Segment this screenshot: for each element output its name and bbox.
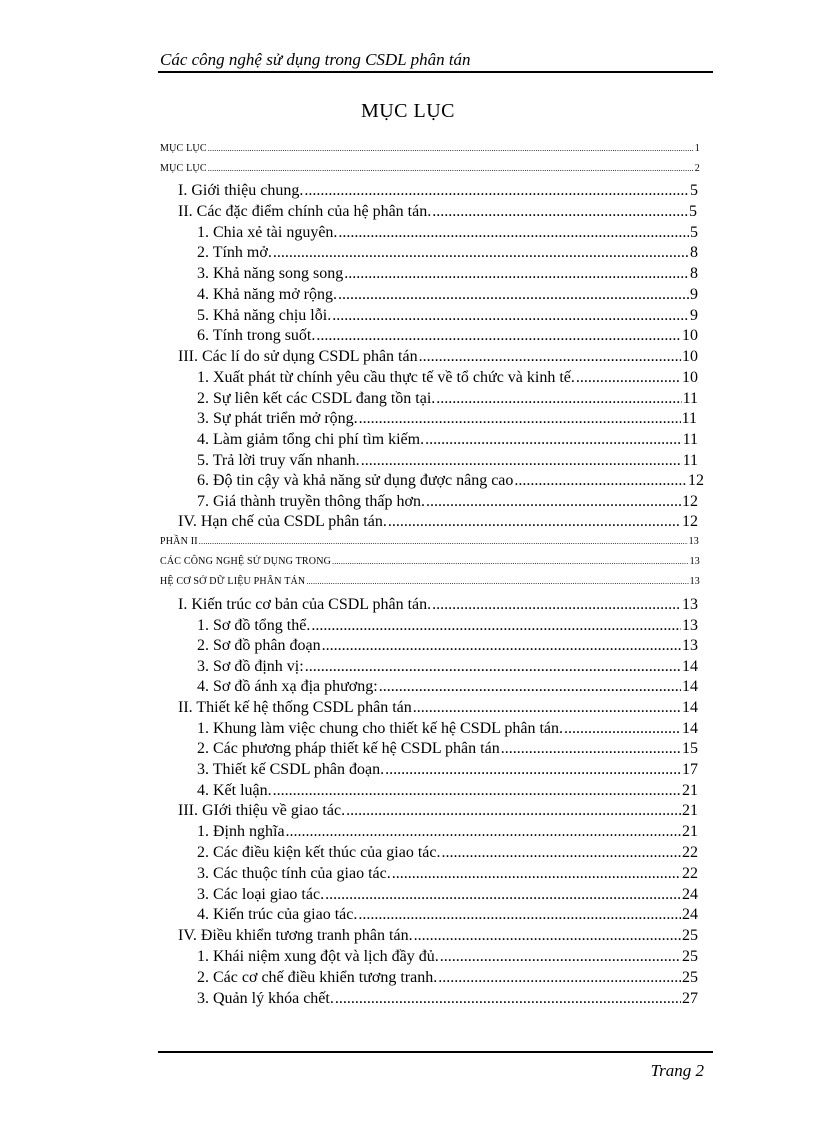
toc-leader-dots bbox=[392, 865, 681, 883]
toc-entry-title: 5. Khả năng chịu lỗi. bbox=[197, 307, 332, 324]
toc-entry[interactable] bbox=[197, 390, 698, 408]
toc-entry-page: 10 bbox=[682, 369, 698, 386]
toc-entry-page: 14 bbox=[682, 699, 698, 716]
toc-entry-page: 8 bbox=[690, 265, 698, 282]
toc-leader-dots bbox=[322, 637, 681, 655]
toc-entry-page: 13 bbox=[689, 576, 700, 587]
toc-leader-dots bbox=[385, 761, 681, 779]
toc-entry-title: 1. Sơ đồ tổng thể. bbox=[197, 617, 311, 634]
toc-leader-dots bbox=[332, 307, 689, 325]
toc-entry-page: 22 bbox=[682, 844, 698, 861]
toc-entry-title: I. Giới thiệu chung. bbox=[178, 182, 304, 199]
toc-entry-title: CÁC CÔNG NGHỆ SỬ DỤNG TRONG bbox=[160, 556, 332, 567]
toc-entry-title: 3. Sự phát triển mở rộng. bbox=[197, 410, 358, 427]
toc-entry[interactable] bbox=[178, 203, 697, 221]
toc-entry-page: 11 bbox=[682, 452, 698, 469]
toc-entry[interactable] bbox=[197, 782, 698, 800]
toc-entry[interactable] bbox=[178, 182, 698, 200]
toc-entry[interactable] bbox=[160, 556, 700, 567]
toc-entry-page: 13 bbox=[688, 536, 699, 547]
toc-entry-page: 14 bbox=[682, 658, 698, 675]
toc-entry-title: 4. Làm giảm tổng chi phí tìm kiếm. bbox=[197, 431, 425, 448]
toc-entry[interactable] bbox=[160, 143, 700, 154]
toc-entry[interactable] bbox=[197, 431, 698, 449]
toc-leader-dots bbox=[358, 906, 681, 924]
footer-rule bbox=[158, 1051, 713, 1053]
toc-entry[interactable] bbox=[178, 699, 698, 717]
toc-entry[interactable] bbox=[197, 410, 697, 428]
toc-entry[interactable] bbox=[197, 244, 698, 262]
toc-leader-dots bbox=[273, 244, 689, 262]
toc-entry-title: 1. Định nghĩa bbox=[197, 823, 285, 840]
toc-entry[interactable] bbox=[197, 761, 698, 779]
toc-entry[interactable] bbox=[197, 906, 698, 924]
toc-leader-dots bbox=[361, 452, 682, 470]
toc-leader-dots bbox=[438, 969, 681, 987]
toc-entry[interactable] bbox=[178, 513, 698, 531]
toc-entry-title: 4. Khả năng mở rộng. bbox=[197, 286, 337, 303]
toc-entry[interactable] bbox=[197, 720, 698, 738]
toc-entry-title: MỤC LỤC bbox=[160, 163, 207, 174]
toc-leader-dots bbox=[208, 164, 694, 173]
toc-entry-page: 14 bbox=[682, 720, 698, 737]
toc-entry-page: 25 bbox=[682, 948, 698, 965]
toc-entry-title: 4. Sơ đồ ánh xạ địa phương: bbox=[197, 678, 378, 695]
toc-leader-dots bbox=[359, 410, 681, 428]
toc-entry-title: MỤC LỤC bbox=[160, 143, 207, 154]
toc-entry-page: 13 bbox=[682, 637, 698, 654]
toc-entry-page: 25 bbox=[682, 927, 698, 944]
toc-entry[interactable] bbox=[197, 844, 698, 862]
toc-entry-page: 15 bbox=[682, 740, 698, 757]
toc-entry-title: PHẦN II bbox=[160, 536, 198, 547]
toc-entry[interactable] bbox=[197, 265, 698, 283]
toc-entry-title: 2. Các phương pháp thiết kế hệ CSDL phân tán bbox=[197, 740, 500, 757]
toc-entry-title: 1. Xuất phát từ chính yêu cầu thực tế về tổ chức và kinh tế. bbox=[197, 369, 575, 386]
toc-leader-dots bbox=[332, 557, 689, 566]
toc-entry[interactable] bbox=[197, 224, 698, 242]
toc-entry-page: 12 bbox=[682, 513, 698, 530]
toc-entry-title: I. Kiến trúc cơ bản của CSDL phân tán. bbox=[178, 596, 432, 613]
toc-entry[interactable] bbox=[197, 990, 698, 1008]
toc-entry-page: 1 bbox=[694, 143, 700, 154]
toc-entry-title: 6. Độ tin cậy và khả năng sử dụng được nâng cao bbox=[197, 472, 514, 489]
toc-entry-title: III. Các lí do sử dụng CSDL phân tán bbox=[178, 348, 418, 365]
toc-entry-title: 3. Các loại giao tác. bbox=[197, 886, 325, 903]
toc-entry-title: 7. Giá thành truyền thông thấp hơn. bbox=[197, 493, 425, 510]
toc-entry-title: 4. Kết luận. bbox=[197, 782, 272, 799]
toc-entry-page: 12 bbox=[688, 472, 704, 489]
toc-entry[interactable] bbox=[197, 327, 698, 345]
toc-leader-dots bbox=[426, 493, 681, 511]
toc-leader-dots bbox=[335, 990, 681, 1008]
toc-entry-page: 27 bbox=[682, 990, 698, 1007]
running-header: Các công nghệ sử dụng trong CSDL phân tán bbox=[160, 50, 471, 69]
toc-leader-dots bbox=[208, 144, 694, 153]
toc-leader-dots bbox=[273, 782, 681, 800]
toc-entry-title: 2. Sơ đồ phân đoạn bbox=[197, 637, 321, 654]
toc-entry[interactable] bbox=[197, 886, 698, 904]
toc-entry-page: 21 bbox=[682, 823, 698, 840]
toc-entry-page: 9 bbox=[690, 307, 698, 324]
toc-leader-dots bbox=[338, 224, 689, 242]
toc-entry-title: 3. Khả năng song song bbox=[197, 265, 344, 282]
toc-leader-dots bbox=[425, 431, 682, 449]
toc-leader-dots bbox=[346, 802, 681, 820]
toc-entry[interactable] bbox=[197, 637, 698, 655]
toc-entry-title: 1. Khung làm việc chung cho thiết kế hệ CSDL phân tán. bbox=[197, 720, 563, 737]
toc-entry-title: 1. Khái niệm xung đột và lịch đầy đủ. bbox=[197, 948, 439, 965]
toc-entry-title: HỆ CƠ SỞ DỮ LIỆU PHÂN TÁN bbox=[160, 576, 306, 587]
toc-leader-dots bbox=[344, 265, 689, 283]
toc-entry[interactable] bbox=[197, 740, 698, 758]
toc-leader-dots bbox=[436, 390, 681, 408]
toc-entry-page: 13 bbox=[682, 617, 698, 634]
toc-entry-title: 4. Kiến trúc của giao tác. bbox=[197, 906, 358, 923]
toc-entry[interactable] bbox=[197, 369, 698, 387]
toc-leader-dots bbox=[440, 948, 681, 966]
toc-entry-page: 8 bbox=[690, 244, 698, 261]
toc-entry-title: II. Các đặc điểm chính của hệ phân tán. bbox=[178, 203, 432, 220]
toc-leader-dots bbox=[379, 678, 681, 696]
toc-entry[interactable] bbox=[197, 286, 698, 304]
toc-entry-page: 5 bbox=[689, 203, 697, 220]
toc-entry-page: 11 bbox=[682, 390, 698, 407]
toc-entry-page: 12 bbox=[682, 493, 698, 510]
toc-entry-page: 24 bbox=[682, 886, 698, 903]
toc-entry[interactable] bbox=[178, 802, 698, 820]
toc-leader-dots bbox=[419, 348, 681, 366]
toc-entry-title: 2. Sự liên kết các CSDL đang tồn tại. bbox=[197, 390, 436, 407]
toc-entry[interactable] bbox=[178, 596, 698, 614]
toc-leader-dots bbox=[286, 823, 681, 841]
toc-leader-dots bbox=[316, 327, 681, 345]
toc-leader-dots bbox=[432, 203, 688, 221]
toc-leader-dots bbox=[432, 596, 681, 614]
toc-entry-page: 14 bbox=[682, 678, 698, 695]
toc-entry[interactable] bbox=[197, 678, 698, 696]
toc-entry-title: IV. Hạn chế của CSDL phân tán. bbox=[178, 513, 387, 530]
toc-entry-title: 2. Các cơ chế điều khiển tương tranh. bbox=[197, 969, 438, 986]
toc-entry-page: 13 bbox=[682, 596, 698, 613]
toc-entry-page: 13 bbox=[689, 556, 700, 567]
page-title: MỤC LỤC bbox=[360, 100, 456, 122]
toc-entry[interactable] bbox=[197, 617, 698, 635]
toc-entry[interactable] bbox=[197, 969, 698, 987]
toc-entry-title: II. Thiết kế hệ thống CSDL phân tán bbox=[178, 699, 412, 716]
toc-leader-dots bbox=[305, 658, 681, 676]
toc-entry[interactable] bbox=[160, 536, 699, 547]
toc-entry-page: 9 bbox=[690, 286, 698, 303]
toc-leader-dots bbox=[414, 927, 681, 945]
toc-entry-page: 2 bbox=[694, 163, 700, 174]
toc-entry-page: 5 bbox=[690, 182, 698, 199]
toc-entry[interactable] bbox=[178, 348, 698, 366]
toc-entry[interactable] bbox=[160, 576, 700, 587]
toc-entry[interactable] bbox=[197, 948, 698, 966]
toc-entry-page: 10 bbox=[682, 327, 698, 344]
toc-entry-page: 5 bbox=[690, 224, 698, 241]
toc-entry-title: 3. Thiết kế CSDL phân đoạn. bbox=[197, 761, 385, 778]
toc-leader-dots bbox=[576, 369, 681, 387]
toc-entry-page: 21 bbox=[682, 782, 698, 799]
toc-entry-title: 2. Các điều kiện kết thúc của giao tác. bbox=[197, 844, 441, 861]
toc-entry[interactable] bbox=[197, 452, 698, 470]
toc-leader-dots bbox=[325, 886, 681, 904]
toc-leader-dots bbox=[514, 472, 687, 490]
toc-entry[interactable] bbox=[197, 307, 698, 325]
toc-entry-page: 25 bbox=[682, 969, 698, 986]
toc-leader-dots bbox=[338, 286, 689, 304]
toc-leader-dots bbox=[199, 537, 688, 546]
toc-entry-page: 22 bbox=[682, 865, 698, 882]
toc-leader-dots bbox=[304, 182, 689, 200]
toc-leader-dots bbox=[413, 699, 681, 717]
toc-entry-page: 24 bbox=[682, 906, 698, 923]
toc-entry[interactable] bbox=[160, 163, 700, 174]
page-number: Trang 2 bbox=[650, 1061, 704, 1080]
toc-entry[interactable] bbox=[197, 823, 698, 841]
toc-entry-title: 3. Các thuộc tính của giao tác. bbox=[197, 865, 391, 882]
toc-entry-title: III. GIới thiệu về giao tác. bbox=[178, 802, 346, 819]
toc-leader-dots bbox=[311, 617, 681, 635]
header-rule bbox=[158, 71, 713, 73]
toc-leader-dots bbox=[306, 577, 688, 586]
toc-leader-dots bbox=[388, 513, 681, 531]
toc-entry-title: 6. Tính trong suốt. bbox=[197, 327, 316, 344]
toc-leader-dots bbox=[564, 720, 681, 738]
toc-entry-title: 2. Tính mở. bbox=[197, 244, 272, 261]
toc-leader-dots bbox=[501, 740, 681, 758]
toc-entry-title: 3. Quản lý khóa chết. bbox=[197, 990, 334, 1007]
toc-entry-title: IV. Điều khiển tương tranh phân tán. bbox=[178, 927, 413, 944]
toc-entry-page: 10 bbox=[682, 348, 698, 365]
toc-entry[interactable] bbox=[197, 493, 698, 511]
toc-entry-page: 11 bbox=[681, 410, 697, 427]
toc-entry[interactable] bbox=[197, 658, 698, 676]
toc-entry-page: 11 bbox=[682, 431, 698, 448]
toc-entry-title: 5. Trả lời truy vấn nhanh. bbox=[197, 452, 360, 469]
toc-leader-dots bbox=[441, 844, 681, 862]
toc-entry[interactable] bbox=[178, 927, 698, 945]
toc-entry-title: 3. Sơ đồ định vị: bbox=[197, 658, 304, 675]
toc-entry[interactable] bbox=[197, 472, 704, 490]
toc-entry[interactable] bbox=[197, 865, 698, 883]
toc-entry-title: 1. Chia xẻ tài nguyên. bbox=[197, 224, 338, 241]
toc-entry-page: 17 bbox=[682, 761, 698, 778]
toc-entry-page: 21 bbox=[682, 802, 698, 819]
